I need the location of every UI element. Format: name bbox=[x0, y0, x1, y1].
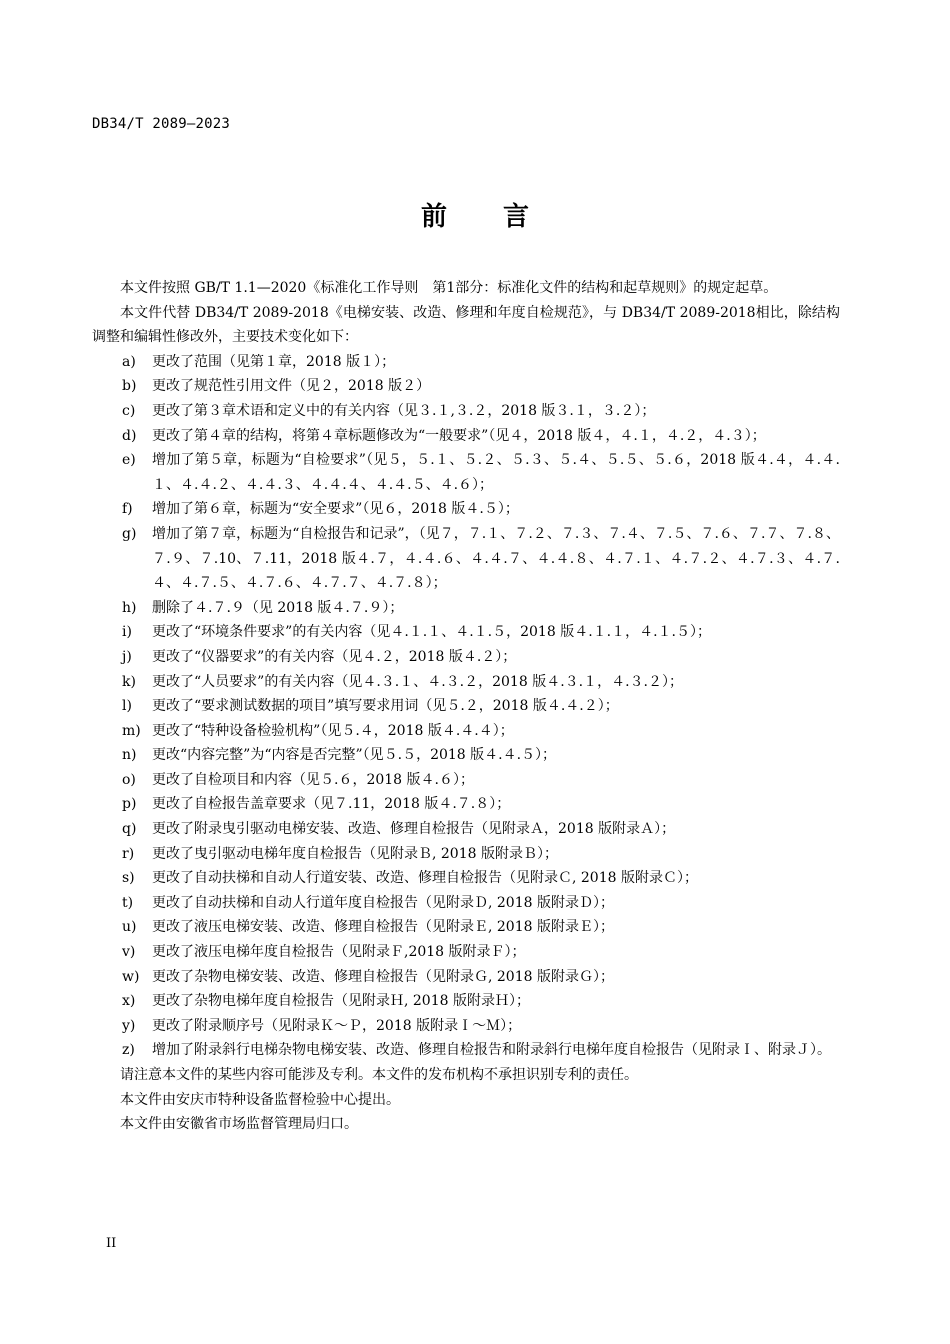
list-item bbox=[92, 792, 840, 817]
list-marker: v) bbox=[122, 944, 136, 961]
list-item bbox=[92, 399, 840, 424]
list-item bbox=[92, 817, 840, 842]
list-item bbox=[92, 645, 840, 670]
list-marker: p) bbox=[122, 796, 137, 813]
list-text: 增加了附录斜行电梯杂物电梯安装、改造、修理自检报告和附录斜行电梯年度自检报告（见附录Ｉ、附录Ｊ）。 bbox=[152, 1042, 831, 1059]
list-marker: s) bbox=[122, 870, 135, 887]
list-item bbox=[92, 891, 840, 916]
closing-paragraph: 本文件由安庆市特种设备监督检验中心提出。 bbox=[120, 1091, 400, 1108]
list-marker: i) bbox=[122, 624, 132, 641]
list-item bbox=[92, 768, 840, 793]
list-text: 更改了液压电梯安装、改造、修理自检报告（见附录Ｅ, 2018 版附录Ｅ）； bbox=[152, 919, 614, 936]
list-marker: j) bbox=[122, 648, 132, 665]
list-marker: g) bbox=[122, 525, 137, 542]
list-text: 更改“内容完整”为“内容是否完整”（见５.５，2018 版４.４.５）； bbox=[152, 747, 557, 764]
list-item bbox=[92, 448, 840, 497]
list-item bbox=[92, 424, 840, 449]
list-text: 删除了４.７.９（见 2018 版４.７.９）； bbox=[152, 599, 404, 616]
list-item bbox=[92, 940, 840, 965]
list-marker: u) bbox=[122, 919, 137, 936]
closing-paragraph: 请注意本文件的某些内容可能涉及专利。本文件的发布机构不承担识别专利的责任。 bbox=[120, 1067, 638, 1083]
standard-code: DB34/T 2089—2023 bbox=[92, 116, 231, 132]
list-text: 更改了范围（见第１章，2018 版１）； bbox=[152, 353, 396, 370]
list-item bbox=[92, 497, 840, 522]
list-marker: a) bbox=[122, 353, 136, 370]
intro-paragraph: 本文件按照 GB/T 1.1—2020《标准化工作导则 第1部分：标准化文件的结构和起草规则》的规定起草。 bbox=[120, 280, 778, 296]
page-title: 前言 bbox=[420, 202, 585, 232]
list-marker: y) bbox=[122, 1017, 136, 1034]
list-marker: h) bbox=[122, 599, 137, 616]
list-item bbox=[92, 596, 840, 621]
list-marker: z) bbox=[122, 1042, 135, 1059]
list-marker: k) bbox=[122, 673, 136, 690]
list-text: 更改了杂物电梯年度自检报告（见附录Ｈ, 2018 版附录Ｈ）； bbox=[152, 993, 530, 1010]
list-marker: x) bbox=[122, 993, 136, 1010]
list-item bbox=[92, 350, 840, 375]
list-item bbox=[92, 374, 840, 399]
list-text: 更改了自动扶梯和自动人行道年度自检报告（见附录Ｄ, 2018 版附录Ｄ）； bbox=[152, 894, 614, 911]
list-marker: d) bbox=[122, 427, 137, 444]
list-item bbox=[92, 915, 840, 940]
foreword-body bbox=[92, 276, 840, 1137]
list-item bbox=[92, 522, 840, 596]
list-text: 更改了第４章的结构，将第４章标题修改为“一般要求”（见４，2018 版４，４.１，４.２，４.３）； bbox=[152, 427, 766, 444]
list-text: 增加了第７章，标题为“自检报告和记录”，（见７，７.１、７.２、７.３、７.４、７.５、７.６、７.７、７.８、７.９、７.10、７.11，2018 版４.７，４.４.６、４.４.７、４.４.８、４.７.１、４.７.２、４.７.３、４.７.４、４.７.５、４.７.６、４.７.７、４.７.８）； bbox=[152, 525, 840, 592]
list-text: 更改了规范性引用文件（见２，2018 版２） bbox=[152, 378, 431, 395]
list-text: 更改了附录顺序号（见附录Ｋ～Ｐ，2018 版附录Ｉ～Ｍ）； bbox=[152, 1017, 522, 1034]
list-text: 更改了第３章术语和定义中的有关内容（见３.１,３.２，2018 版３.１，３.２）； bbox=[152, 402, 656, 419]
list-marker: n) bbox=[122, 747, 137, 764]
page-number: II bbox=[106, 1236, 117, 1251]
list-item bbox=[92, 1014, 840, 1039]
list-marker: o) bbox=[122, 771, 136, 788]
list-item bbox=[92, 743, 840, 768]
list-text: 更改了自检报告盖章要求（见７.11，2018 版４.７.８）； bbox=[152, 796, 511, 813]
list-item bbox=[92, 670, 840, 695]
list-marker: f) bbox=[122, 501, 133, 518]
list-text: 更改了曳引驱动电梯年度自检报告（见附录Ｂ, 2018 版附录Ｂ）； bbox=[152, 845, 558, 862]
closing-paragraph: 本文件由安徽省市场监督管理局归口。 bbox=[120, 1116, 358, 1133]
list-marker: t) bbox=[122, 894, 134, 911]
list-item bbox=[92, 866, 840, 891]
list-marker: b) bbox=[122, 378, 137, 395]
list-marker: c) bbox=[122, 402, 136, 419]
list-item bbox=[92, 719, 840, 744]
list-item bbox=[92, 965, 840, 990]
list-text: 更改了“要求测试数据的项目”填写要求用词（见５.２，2018 版４.４.２）； bbox=[152, 698, 619, 715]
list-marker: r) bbox=[122, 845, 135, 862]
list-text: 更改了自检项目和内容（见５.６，2018 版４.６）； bbox=[152, 771, 474, 788]
list-item bbox=[92, 842, 840, 867]
list-marker: e) bbox=[122, 452, 136, 469]
list-marker: l) bbox=[122, 698, 132, 715]
list-text: 增加了第５章，标题为“自检要求”（见５，５.１、５.２、５.３、５.４、５.５、５.６，2018 版４.４，４.４.１、４.４.２、４.４.３、４.４.４、４.４.５、４.６）； bbox=[152, 452, 840, 493]
list-text: 增加了第６章，标题为“安全要求”（见６，2018 版４.５）； bbox=[152, 501, 519, 518]
list-item bbox=[92, 989, 840, 1014]
change-list bbox=[92, 350, 840, 1063]
intro-paragraph: 本文件代替 DB34/T 2089-2018《电梯安装、改造、修理和年度自检规范》，与 DB34/T 2089-2018相比，除结构调整和编辑性修改外，主要技术变化如下： bbox=[92, 304, 840, 346]
list-item bbox=[92, 1038, 840, 1063]
list-item bbox=[92, 620, 840, 645]
list-text: 更改了“特种设备检验机构”（见５.４，2018 版４.４.４）； bbox=[152, 722, 514, 739]
list-text: 更改了“人员要求”的有关内容（见４.３.１、４.３.２，2018 版４.３.１，４.３.２）； bbox=[152, 673, 683, 690]
list-text: 更改了“仪器要求”的有关内容（见４.２，2018 版４.２）； bbox=[152, 648, 517, 665]
list-marker: w) bbox=[122, 968, 140, 985]
list-text: 更改了液压电梯年度自检报告（见附录Ｆ,2018 版附录Ｆ）； bbox=[152, 944, 526, 961]
list-text: 更改了杂物电梯安装、改造、修理自检报告（见附录Ｇ, 2018 版附录Ｇ）； bbox=[152, 968, 614, 985]
list-text: 更改了附录曳引驱动电梯安装、改造、修理自检报告（见附录Ａ，2018 版附录Ａ）； bbox=[152, 821, 676, 838]
list-marker: q) bbox=[122, 821, 137, 838]
list-item bbox=[92, 694, 840, 719]
list-marker: m) bbox=[122, 722, 141, 739]
list-text: 更改了“环境条件要求”的有关内容（见４.１.１、４.１.５，2018 版４.１.１，４.１.５）； bbox=[152, 624, 711, 641]
list-text: 更改了自动扶梯和自动人行道安装、改造、修理自检报告（见附录Ｃ, 2018 版附录Ｃ）； bbox=[152, 870, 698, 887]
